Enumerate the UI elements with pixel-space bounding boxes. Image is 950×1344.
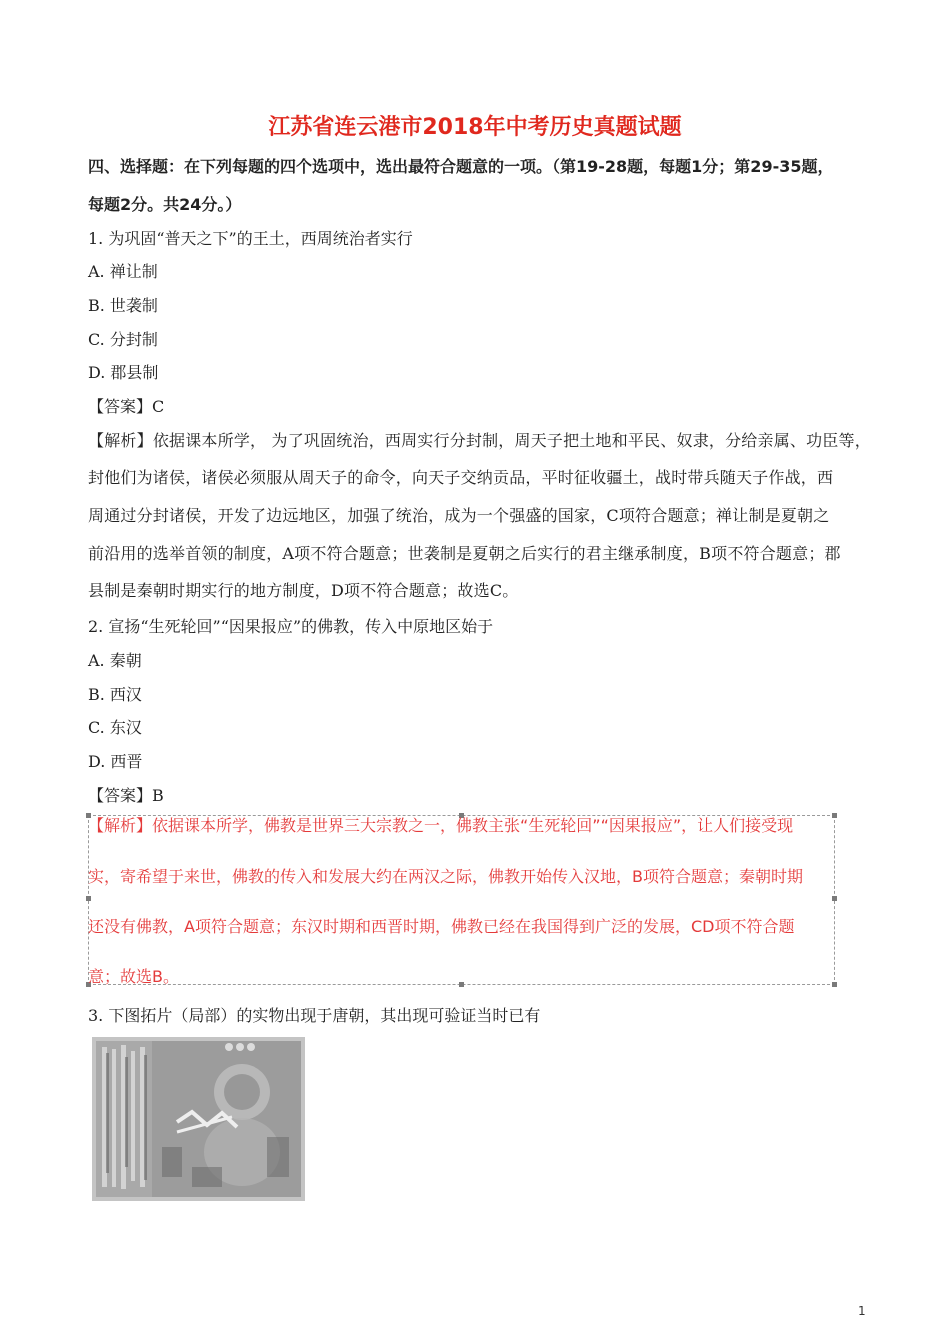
q2-option-b: B. 西汉 (88, 685, 142, 704)
q1-option-c: C. 分封制 (88, 330, 158, 349)
resize-handle[interactable] (832, 813, 837, 818)
q2-stem: 2. 宣扬“生死轮回”“因果报应”的佛教，传入中原地区始于 (88, 617, 494, 636)
section-instructions-line2: 每题2分。共24分。） (88, 195, 242, 214)
q1-analysis-line5: 县制是秦朝时期实行的地方制度，D项不符合题意；故选C。 (88, 581, 519, 600)
rubbing-illustration (92, 1037, 305, 1201)
q2-analysis-line3: 还没有佛教，A项符合题意；东汉时期和西晋时期，佛教已经在我国得到广泛的发展，CD项不符合题 (88, 917, 795, 936)
q2-analysis-line1: 【解析】依据课本所学，佛教是世界三大宗教之一，佛教主张“生死轮回”“因果报应”，让人们接受现 (88, 816, 794, 835)
q1-analysis-line3: 周通过分封诸侯，开发了边远地区，加强了统治，成为一个强盛的国家，C项符合题意；禅让制是夏朝之 (88, 506, 830, 525)
q2-answer (88, 783, 164, 806)
analysis-label: 【解析】 (88, 431, 153, 450)
answer-value: C (152, 397, 165, 416)
analysis-text: 依据课本所学， 为了巩固统治，西周实行分封制，周天子把土地和平民、奴隶，分给亲属、功臣等， (152, 431, 871, 450)
document-title: 江苏省连云港市2018年中考历史真题试题 (268, 115, 682, 140)
q1-analysis-line1 (88, 428, 871, 451)
q2-analysis-line4: 意；故选B。 (88, 967, 179, 986)
q2-option-d: D. 西晋 (88, 752, 143, 771)
resize-handle[interactable] (459, 982, 464, 987)
analysis-selection-box (88, 815, 835, 985)
resize-handle[interactable] (86, 896, 91, 901)
stone-rubbing-image (92, 1037, 305, 1201)
q2-option-c: C. 东汉 (88, 718, 142, 737)
answer-label: 【答案】 (88, 397, 153, 416)
answer-value: B (152, 786, 164, 805)
q1-analysis-line2: 封他们为诸侯，诸侯必须服从周天子的命令，向天子交纳贡品，平时征收疆土，战时带兵随天子作战，西 (88, 468, 834, 487)
q3-stem: 3. 下图拓片（局部）的实物出现于唐朝，其出现可验证当时已有 (88, 1006, 541, 1025)
section-instructions-line1: 四、选择题：在下列每题的四个选项中，选出最符合题意的一项。（第19-28题，每题1分；第29-35题， (88, 157, 834, 176)
q1-answer (88, 394, 164, 417)
q1-analysis-line4: 前沿用的选举首领的制度，A项不符合题意；世袭制是夏朝之后实行的君主继承制度，B项不符合题意；郡 (88, 544, 841, 563)
q1-option-b: B. 世袭制 (88, 296, 158, 315)
q2-option-a: A. 秦朝 (88, 651, 142, 670)
page-number: 1 (858, 1304, 866, 1318)
answer-label: 【答案】 (88, 786, 153, 805)
q1-option-a: A. 禅让制 (88, 262, 158, 281)
resize-handle[interactable] (832, 896, 837, 901)
resize-handle[interactable] (832, 982, 837, 987)
q1-stem: 1. 为巩固“普天之下”的王土，西周统治者实行 (88, 229, 413, 248)
q1-option-d: D. 郡县制 (88, 363, 159, 382)
q2-analysis-line2: 实，寄希望于来世，佛教的传入和发展大约在两汉之际，佛教开始传入汉地，B项符合题意；秦朝时期 (88, 867, 803, 886)
